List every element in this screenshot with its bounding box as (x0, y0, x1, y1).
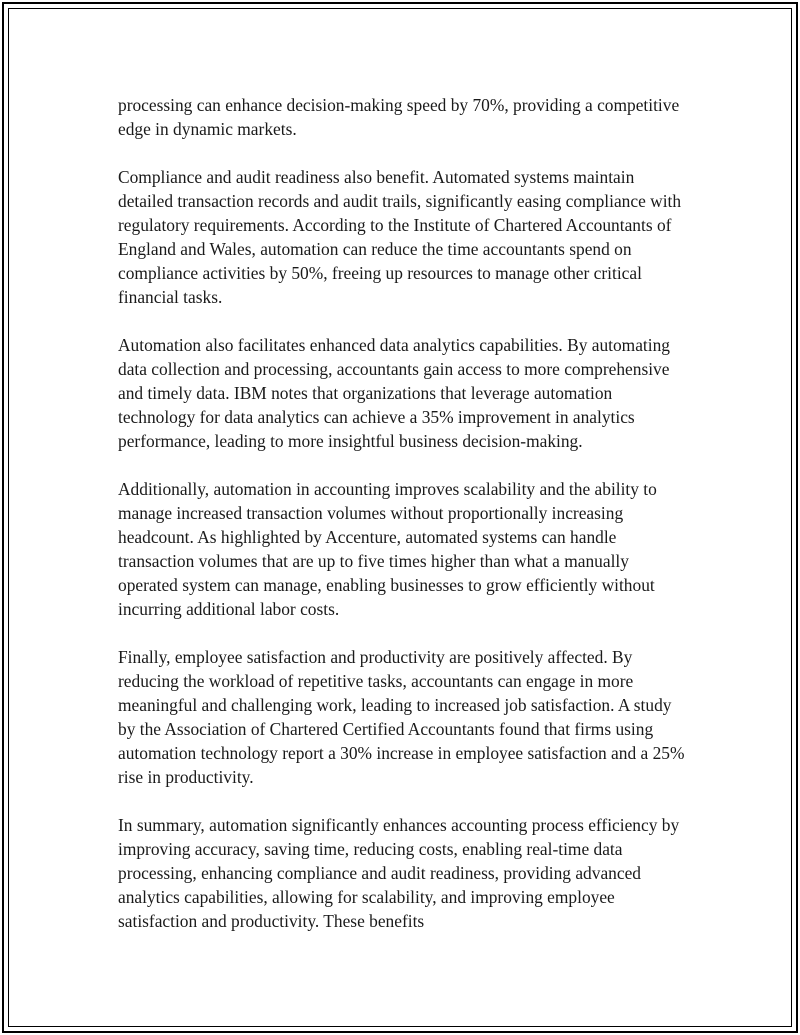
paragraph-employee-satisfaction: Finally, employee satisfaction and productivity are positively affected. By reducing the workload of repetitive tasks, accountants can engage in more meaningful and challenging work, leading to increased job satisfaction. A study by the Association of Chartered Certified Accountants found that firms using automation technology report a 30% increase in employee satisfaction and a 25% rise in productivity. (118, 647, 685, 787)
paragraph-summary: In summary, automation significantly enhances accounting process efficiency by improving accuracy, saving time, reducing costs, enabling real-time data processing, enhancing compliance and audit readiness, providing advanced analytics capabilities, allowing for scalability, and improving employee satisfaction and productivity. These benefits (118, 815, 680, 931)
paragraph-data-analytics: Automation also facilitates enhanced data analytics capabilities. By automating data collection and processing, accountants gain access to more comprehensive and timely data. IBM notes that organizations that leverage automation technology for data analytics can achieve a 35% improvement in analytics performance, leading to more insightful business decision-making. (118, 335, 670, 451)
paragraph-scalability: Additionally, automation in accounting improves scalability and the ability to manage increased transaction volumes without proportionally increasing headcount. As highlighted by Accenture, automated systems can handle transaction volumes that are up to five times higher than what a manually operated system can manage, enabling businesses to grow efficiently without incurring additional labor costs. (118, 479, 657, 619)
paragraph-compliance: Compliance and audit readiness also benefit. Automated systems maintain detailed transaction records and audit trails, significantly easing compliance with regulatory requirements. According to the Institute of Chartered Accountants of England and Wales, automation can reduce the time accountants spend on compliance activities by 50%, freeing up resources to manage other critical financial tasks. (118, 167, 682, 307)
document-body (118, 93, 688, 957)
paragraph-decision-speed: processing can enhance decision-making speed by 70%, providing a competitive edge in dynamic markets. (118, 95, 680, 139)
